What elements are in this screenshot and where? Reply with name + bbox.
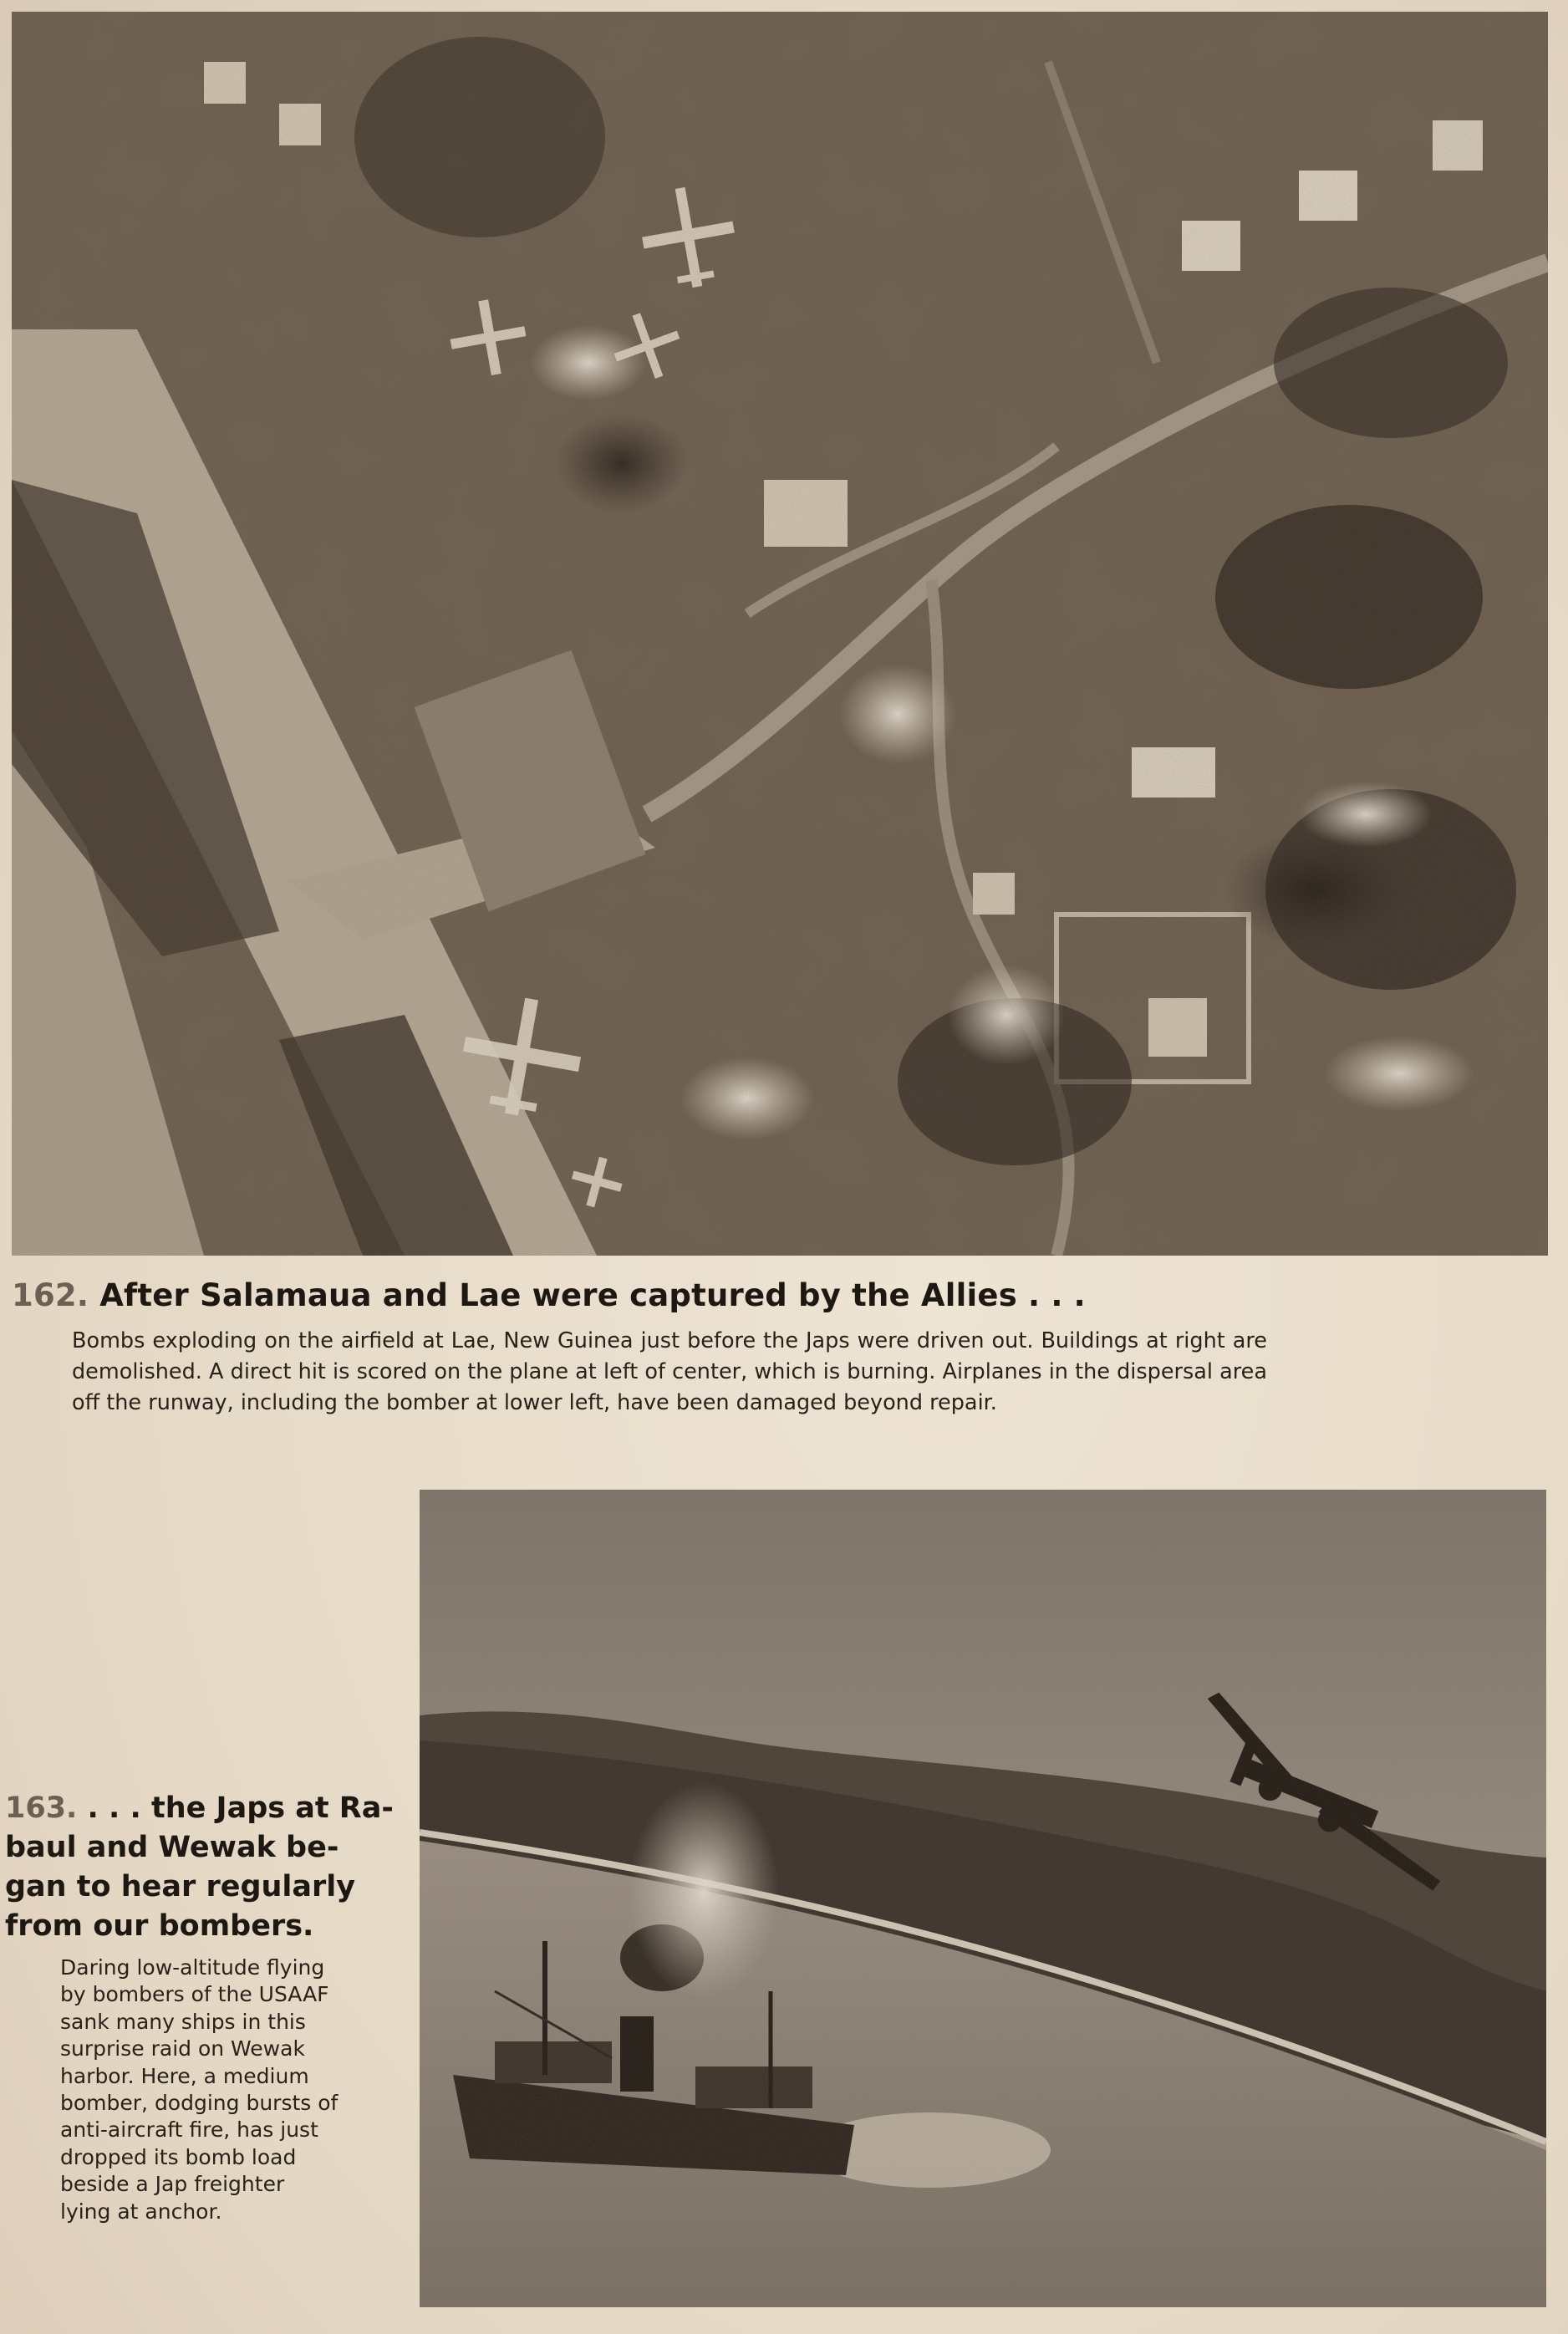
caption-163-body-line: by bombers of the USAAF (60, 1982, 329, 2007)
caption-163-body-line: surprise raid on Wewak (60, 2036, 305, 2061)
caption-163-body-line: beside a Jap freighter (60, 2172, 285, 2197)
caption-163-body-line: lying at anchor. (60, 2199, 222, 2224)
caption-163-body-line: anti-aircraft fire, has just (60, 2117, 318, 2143)
caption-162-number: 162. (12, 1277, 89, 1313)
caption-163-title-line-1 (5, 1789, 394, 1828)
aerial-photo-illustration (12, 12, 1548, 1256)
caption-163-title-text-1: . . . the Japs at Ra- (87, 1791, 394, 1825)
caption-163-body-line: dropped its bomb load (60, 2144, 297, 2169)
caption-163-title-line-3: gan to hear regularly (5, 1870, 356, 1903)
caption-162-text: Bombs exploding on the airfield at Lae, New Guinea just before the Japs were driven out. Buildings at right are demolished. A direct hit is scored on the plane at left of center, which is burning. Airplanes in the dispersal area off the runway, including the bomber at lower left, have been damaged beyond repair. (72, 1328, 1267, 1415)
caption-163-body-line: harbor. Here, a medium (60, 2063, 309, 2088)
caption-162-body (72, 1326, 1267, 1419)
caption-163-title-line-2: baul and Wewak be- (5, 1831, 339, 1864)
caption-163-body (60, 1954, 386, 2225)
caption-163-body-line: sank many ships in this (60, 2009, 306, 2034)
caption-163-title-line-4: from our bombers. (5, 1909, 314, 1943)
caption-162-heading (12, 1277, 1516, 1313)
caption-163-body-line: bomber, dodging bursts of (60, 2091, 339, 2116)
photo-wewak-harbor-raid (420, 1490, 1546, 2307)
caption-163-body-line: Daring low-altitude flying (60, 1955, 325, 1980)
wewak-photo-illustration (420, 1490, 1546, 2307)
aerial-photo-lae-airfield (12, 12, 1548, 1256)
caption-163-heading (5, 1789, 394, 1946)
caption-163-number: 163. (5, 1791, 78, 1825)
caption-162-title: After Salamaua and Lae were captured by the Allies . . . (99, 1277, 1086, 1313)
